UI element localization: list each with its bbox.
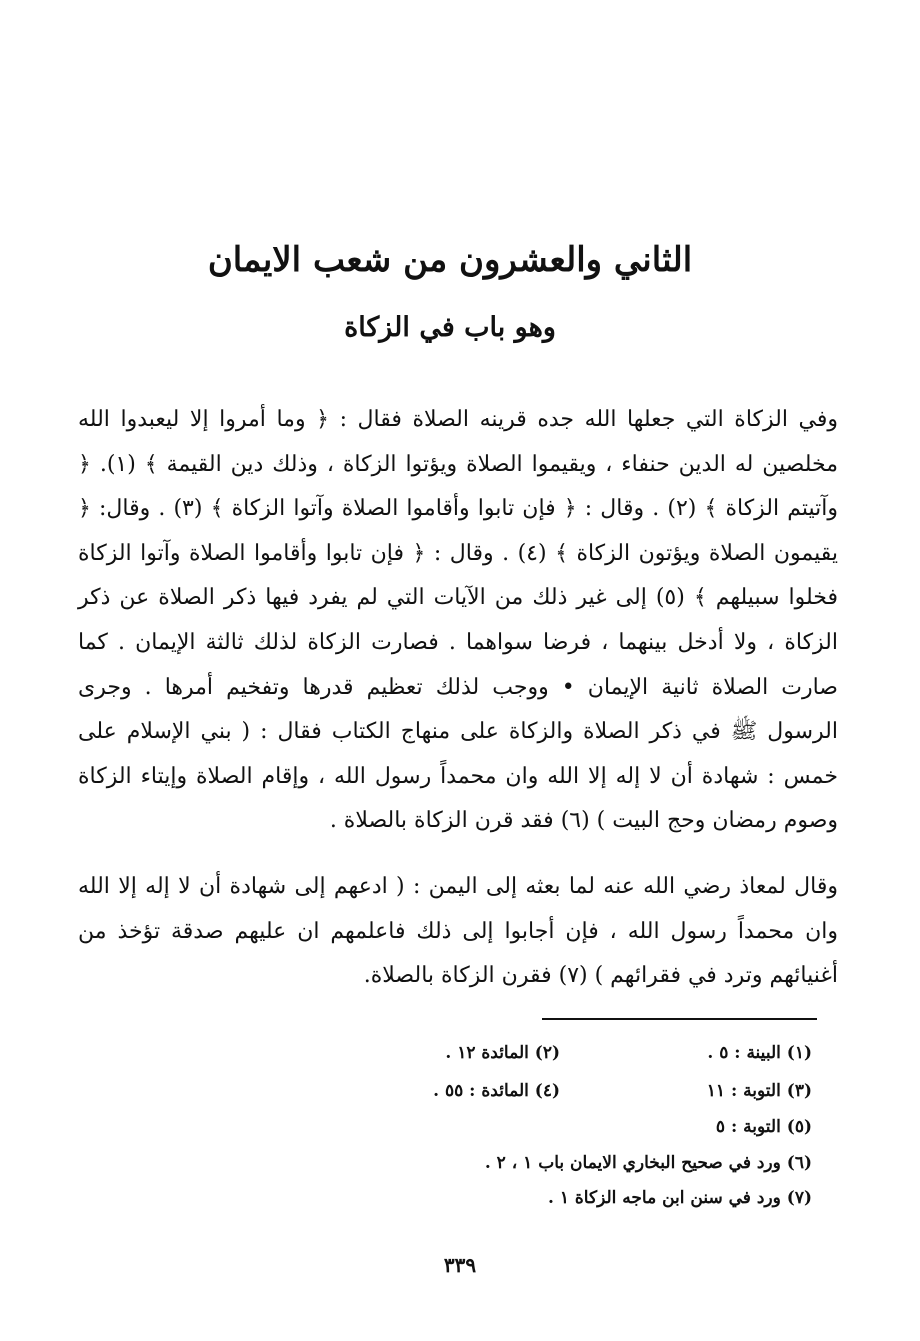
page-number: ٣٣٩ xyxy=(443,1253,477,1277)
body-paragraph-1: وفي الزكاة التي جعلها الله جده قرينه الصلاة فقال : ﴿ وما أمروا إلا ليعبدوا الله مخلصين له الدين حنفاء ، ويقيموا الصلاة ويؤتوا الزكاة ، وذلك دين القيمة ﴾ (١). ﴿ وآتيتم الزكاة ﴾ (٢) . وقال : ﴿ فإن تابوا وأقاموا الصلاة وآتوا الزكاة ﴾ (٣) . وقال: ﴿ يقيمون الصلاة ويؤتون الزكاة ﴾ (٤) . وقال : ﴿ فإن تابوا وأقاموا الصلاة وآتوا الزكاة فخلوا سبيلهم ﴾ (٥) إلى غير ذلك من الآيات التي لم يفرد فيها ذكر الصلاة عن ذكر الزكاة ، ولا أدخل بينهما ، فرضا سواهما . فصارت الزكاة لذلك ثالثة الإيمان . كما صارت الصلاة ثانية الإيمان • ووجب لذلك تعظيم قدرها وتفخيم أمرها . وجرى الرسول ﷺ في ذكر الصلاة والزكاة على منهاج الكتاب فقال : ( بني الإسلام على خمس : شهادة أن لا إله إلا الله وان محمداً رسول الله ، وإقام الصلاة وإيتاء الزكاة وصوم رمضان وحج البيت ) (٦) فقد قرن الزكاة بالصلاة . xyxy=(78,407,839,834)
footnote-7: (٧) ورد في سنن ابن ماجه الزكاة ١ . xyxy=(547,1188,812,1208)
footnote-6: (٦) ورد في صحيح البخاري الايمان باب ١ ، ٢ . xyxy=(484,1153,812,1173)
body-paragraph-2: وقال لمعاذ رضي الله عنه لما بعثه إلى اليمن : ( ادعهم إلى شهادة أن لا إله إلا الله وان محمداً رسول الله ، فإن أجابوا إلى ذلك فاعلمهم ان عليهم صدقة تؤخذ من أغنيائهم وترد في فقرائهم ) (٧) فقرن الزكاة بالصلاة. xyxy=(78,874,838,989)
chapter-title: الثاني والعشرون من شعب الايمان xyxy=(207,240,693,280)
chapter-subtitle: وهو باب في الزكاة xyxy=(344,312,556,343)
footnote-5: (٥) التوبة : ٥ xyxy=(715,1117,812,1137)
footnote-3: (٣) التوبة : ١١ xyxy=(706,1081,812,1101)
footnote-1: (١) البينة : ٥ . xyxy=(707,1043,812,1063)
footnote-separator xyxy=(542,1018,817,1020)
footnote-2: (٢) المائدة ١٢ . xyxy=(445,1043,560,1063)
footnote-4: (٤) المائدة : ٥٥ . xyxy=(433,1081,560,1101)
